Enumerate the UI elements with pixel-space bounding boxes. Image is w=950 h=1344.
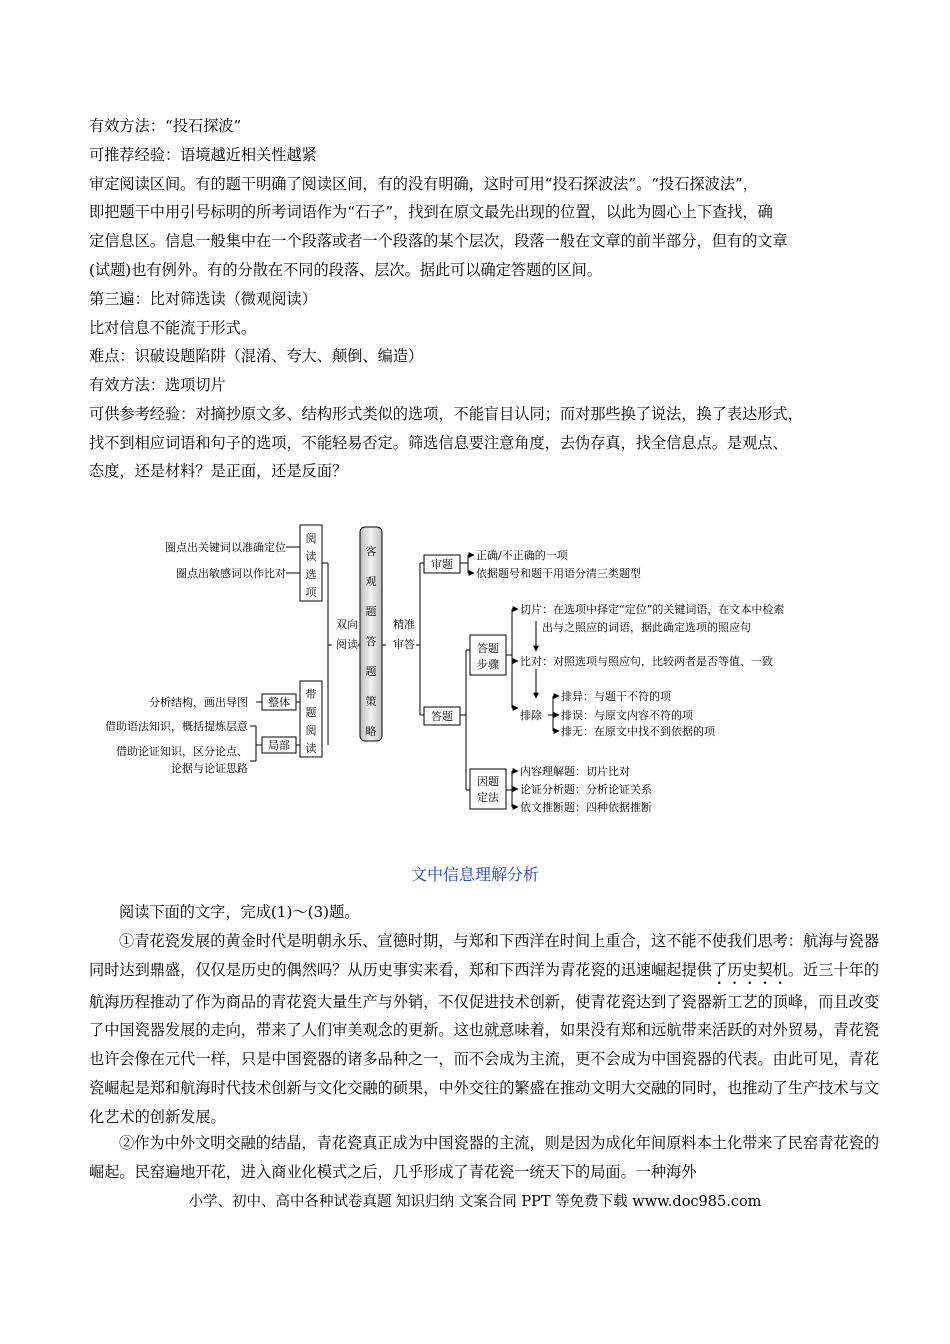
text-line: 可推荐经验：语境越近相关性越紧 — [89, 146, 317, 164]
paichu-item: 排误：与原文内容不符的项 — [561, 709, 693, 722]
whole-label: 整体 — [268, 696, 290, 709]
section-title: 文中信息理解分析 — [410, 865, 539, 884]
part-item: 借助论证知识，区分论点、 — [116, 745, 248, 758]
yinti-item: 依文推断题：四种依据推断 — [520, 801, 652, 814]
paragraph-1-a: ①青花瓷发展的黄金时代是明朝永乐、宣德时期，与郑和下西洋在时间上重合，这不能不使我们思考：航海与瓷器同时达到鼎盛，仅仅是历史的偶然吗？从历史事实来看，郑和下西洋为青花瓷的迅速崛起提供 — [89, 932, 879, 979]
answer-label: 答题 — [431, 710, 453, 723]
steps-label-1: 答题 — [477, 642, 499, 655]
center-box — [360, 527, 382, 741]
left-item: 圈点出敏感词以作比对 — [176, 567, 286, 580]
yinti-item: 内容理解题：切片比对 — [520, 765, 630, 778]
precise-label-2: 审答 — [393, 638, 415, 651]
center-label-char: 略 — [365, 725, 377, 738]
part-item: 借助语法知识，概括提炼层意 — [105, 720, 248, 733]
shen-label: 审题 — [431, 558, 453, 571]
center-label-char: 观 — [365, 575, 377, 588]
precise-label-1: 精准 — [393, 618, 415, 631]
read-topic-label — [306, 687, 317, 755]
read-options-label-char: 选 — [305, 568, 317, 581]
center-label-char: 策 — [365, 695, 377, 708]
center-label-char: 客 — [365, 545, 377, 558]
read-options-label-char: 读 — [305, 550, 317, 563]
qiepian-text: 切片：在选项中择定“定位”的关键词语，在文本中检索 — [520, 603, 785, 616]
text-line: 第三遍：比对筛选读（微观阅读） — [89, 290, 317, 308]
two-way-label-2: 阅读 — [336, 638, 358, 651]
text-line: 难点：识破设题陷阱（混淆、夸大、颠倒、编造） — [89, 347, 424, 365]
read-options-label-char: 阅 — [305, 532, 317, 545]
yinti-label-2: 定法 — [477, 791, 499, 804]
paichu-item: 排异：与题干不符的项 — [561, 690, 671, 703]
read-options-label — [306, 532, 318, 599]
text-line: 即把题干中用引号标明的所考词语作为“石子”，找到在原文最先出现的位置，以此为圆心上下查找，确 — [89, 203, 773, 221]
read-topic-label-char: 读 — [305, 742, 317, 755]
part-item: 论据与论证思路 — [171, 762, 248, 775]
read-options-label-char: 项 — [305, 586, 317, 599]
paichu-label: 排除 — [520, 709, 542, 722]
text-line: 有效方法：选项切片 — [89, 376, 226, 394]
center-label-char: 题 — [365, 605, 377, 618]
text-line: 比对信息不能流于形式。 — [89, 319, 257, 337]
text-line: 有效方法：“投石探波” — [89, 117, 242, 135]
text-line: 审定阅读区间。有的题干明确了阅读区间，有的没有明确，这时可用“投石探波法”。“投石探波法”， — [89, 175, 758, 193]
left-item: 圈点出关键词以准确定位 — [165, 541, 286, 554]
shen-item: 依据题号和题干用语分清三类题型 — [476, 567, 641, 580]
text-line: (试题)也有例外。有的分散在不同的段落、层次。据此可以确定答题的区间。 — [89, 261, 603, 279]
bidui-text: 比对：对照选项与照应句，比较两者是否等值、一致 — [520, 655, 773, 668]
qiepian-text-2: 出与之照应的词语，据此确定选项的照应句 — [542, 621, 751, 634]
text-line: 可供参考经验：对摘抄原文多、结构形式类似的选项，不能盲目认同；而对那些换了说法，换了表达形式， — [89, 405, 803, 423]
center-label-char: 答 — [365, 635, 377, 648]
whole-item: 分析结构，画出导图 — [149, 696, 248, 709]
paichu-item: 排无：在原文中找不到依据的项 — [561, 725, 715, 738]
paragraph-1 — [89, 927, 879, 1131]
text-line: 定信息区。信息一般集中在一个段落或者一个段落的某个层次，段落一般在文章的前半部分，但有的文章 — [89, 232, 788, 250]
strategy-diagram — [100, 515, 820, 825]
yinti-label-1: 因题 — [477, 775, 499, 788]
shen-item: 正确/不正确的一项 — [476, 549, 568, 562]
yinti-item: 论证分析题：分析论证关系 — [520, 783, 652, 796]
instruction: 阅读下面的文字，完成(1)～(3)题。 — [119, 903, 360, 921]
paragraph-1-b: 。近三十年的航海历程推动了作为商品的青花瓷大量生产与外销，不仅促进技术创新，使青花瓷达到了瓷器新工艺的顶峰，而且改变了中国瓷器发展的走向，带来了人们审美观念的更新。这也就意味着，如果没有郑和远航带来活跃的对外贸易，青花瓷也许会像在元代一样，只是中国瓷器的诸多品种之一，而不会成为主流，更不会成为中国瓷器的代表。由此可见，青花瓷崛起是郑和航海时代技术创新与文化交融的硕果，中外交往的繁盛在推动文明大交融的同时，也推动了生产技术与文化艺术的创新发展。 — [89, 960, 880, 1126]
paragraph-2: ②作为中外文明交融的结晶，青花瓷真正成为中国瓷器的主流，则是因为成化年间原料本土化带来了民窑青花瓷的崛起。民窑遍地开花，进入商业化模式之后，几乎形成了青花瓷一统天下的局面。一种海外 — [89, 1134, 879, 1181]
two-way-label-1: 双向 — [336, 618, 358, 631]
part-label: 局部 — [268, 739, 290, 752]
steps-label-2: 步骤 — [477, 658, 499, 671]
text-line: 找不到相应词语和句子的选项，不能轻易否定。筛选信息要注意角度，去伪存真，找全信息点。是观点、 — [89, 434, 788, 452]
center-label-char: 题 — [365, 665, 377, 678]
text-line: 态度，还是材料？是正面，还是反面？ — [89, 462, 348, 480]
footer: 小学、初中、高中各种试卷真题 知识归纳 文案合同 PPT 等免费下载 www.doc985.com — [188, 1194, 762, 1210]
paragraph-1-emphasis: 了历史契机 — [711, 960, 788, 979]
read-topic-label-char: 带 — [305, 688, 317, 701]
read-topic-label-char: 题 — [305, 706, 317, 719]
read-topic-label-char: 阅 — [305, 724, 317, 737]
